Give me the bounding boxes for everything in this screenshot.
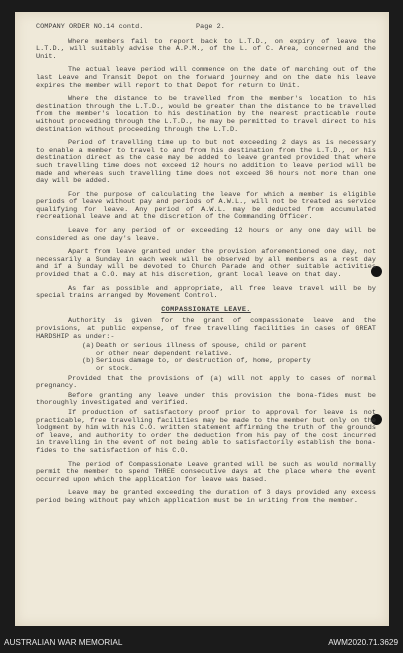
item-text-continued: or other near dependent relative. <box>96 349 233 358</box>
section-heading: COMPASSIONATE LEAVE. <box>161 305 251 314</box>
paragraph: As far as possible and appropriate, all free leave travel will be by special trains arranged by Movement Control. <box>36 284 376 301</box>
list-item <box>82 358 376 373</box>
item-marker: (a) <box>82 342 95 351</box>
accession-number: AWM2020.71.3629 <box>328 638 398 647</box>
page-number: Page 2. <box>196 23 225 31</box>
paragraph: Leave may be granted exceeding the duration of 3 days provided any excess period being without pay which application must be in writing from the member. <box>36 489 376 505</box>
paragraph: The period of Compassionate Leave granted will be such as would normally permit the member to spend THREE consecutive days at the place where the event occurred upon which the application for leave was based. <box>36 460 376 484</box>
paragraph: Leave for any period of or exceeding 12 hours or any one day will be considered as one day's leave. <box>36 227 376 243</box>
paragraph: Apart from leave granted under the provision aforementioned one day, not necessarily a Sunday in each week will be observed by all members as a rest day and if a Sunday will be devoted to Church Parade and other suitable activities provided that a C.O. may at his discretion, grant local leave on that day. <box>36 248 376 280</box>
paragraph: Where the distance to be travelled from the member's location to his destination through the L.T.D., would be greater than the distance to be travelled from the member's location to his destination by the nearest practicable route without proceeding through the L.T.D., he may be permitted to travel direct to his destination without proceeding through the L.T.D. <box>36 95 376 134</box>
item-marker: (b) <box>82 357 95 366</box>
order-title: COMPANY ORDER NO.14 contd. <box>36 23 144 31</box>
item-text: Death or serious illness of spouse, child or parent <box>96 342 307 351</box>
paragraph: Provided that the provisions of (a) will not apply to cases of normal pregnancy. <box>36 374 376 391</box>
paragraph: Before granting any leave under this provision the bona-fides must be thoroughly investigated and verified. <box>36 391 376 408</box>
document-body <box>36 24 376 511</box>
paragraph: Where members fail to report back to L.T.D., on expiry of leave the L.T.D., will suitably advise the A.P.M., of the L. of C. Area, concerned and the Unit. <box>36 37 376 61</box>
paragraph: The actual leave period will commence on the date of marching out of the last Leave and Transit Depot on the forward journey and on the date his leave expires the member will report to that Depot for return to Unit. <box>36 66 376 90</box>
archive-footer <box>0 634 403 653</box>
paragraph: For the purpose of calculating the leave for which a member is eligible periods of leave without pay and periods of A.W.L., will not be treated as service qualifying for leave. Any period of A.W.L. may be deducted from accumulated recreational leave and at the discretion of the Commanding Officer. <box>36 190 376 222</box>
hardship-list <box>36 343 376 373</box>
page-header <box>36 24 376 32</box>
paragraph: If production of satisfactory proof prior to approval for leave is not practicable, free travelling facilities may be made to the member but only on the lodgment by him with his C.O. written statement affirming the truth of the grounds of leave, and authority to order the deduction from his pay of the cost incurred in travelling in the event of not being able to satisfactorily establish the bona-fides to the satisfaction of his C.O. <box>36 408 376 455</box>
paragraph: Period of travelling time up to but not exceeding 2 days as is necessary to enable a member to travel to and from his destination from the L.T.D., or his destination direct as the case may be added to leave granted provided that where such travelling time does not exceed 12 hours no addition to leave period will be made and whereas such travelling time does not exceed 36 hours not more than one day will be added. <box>36 139 376 186</box>
item-text: Serious damage to, or destruction of, home, property <box>96 357 311 366</box>
list-item <box>82 343 376 358</box>
document-page <box>15 12 389 626</box>
item-text-continued: or stock. <box>96 364 134 373</box>
paragraph: Authority is given for the grant of compassionate leave and the provisions, at public expense, of free travelling facilities in cases of GREAT HARDSHIP as under:- <box>36 317 376 341</box>
archive-name: AUSTRALIAN WAR MEMORIAL <box>4 638 123 647</box>
